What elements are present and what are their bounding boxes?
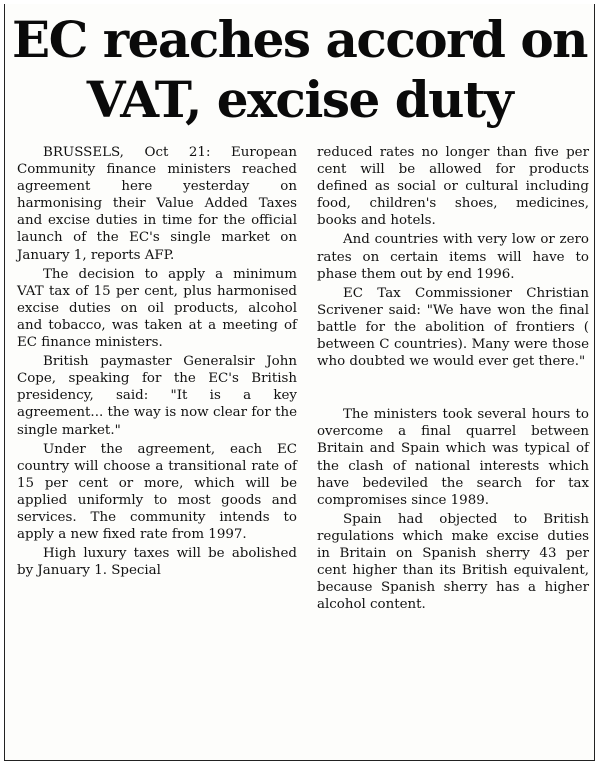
paragraph-low-rates: And countries with very low or zero rates on certain items will have to phase them out by end 1996. [317,232,589,282]
paragraph-spain-sherry: Spain had objected to British regulations which make excise duties in Britain on Spanish sherry 43 per cent higher than its British equivalent, because Spanish sherry has a higher alcohol content. [317,511,589,613]
paragraph-agreement: Under the agreement, each EC country will choose a transitional rate of 15 per cent or more, which will be applied uniformly to most goods and services. The community intends to apply a new fixed rate from 1997. [17,441,297,543]
paragraph-scrivener-quote: EC Tax Commissioner Christian Scrivener said: "We have won the final battle for the abolition of frontiers ( between C countries). Many were those who doubted we would ever get there." [317,285,589,370]
newspaper-clipping [4,4,595,761]
paragraph-luxury-taxes: High luxury taxes will be abolished by January 1. Special [17,546,297,579]
article-body [5,144,594,760]
paragraph-cope-quote: British paymaster Generalsir John Cope, speaking for the EC's British presidency, said: "It is a key agreement... the way is now clear for the single market." [17,354,297,438]
paragraph-dateline: BRUSSELS, Oct 21: European Community finance ministers reached agreement here yesterday on harmonising their Value Added Taxes and excise duties in time for the official launch of the EC's single market on January 1, reports AFP. [17,145,297,263]
headline: EC reaches accord on VAT, excise duty [11,10,588,129]
right-column [317,144,589,613]
left-column [17,144,297,579]
paragraph-reduced-rates: reduced rates no longer than five per cent will be allowed for products defined as social or cultural including food, children's shoes, medicines, books and hotels. [317,145,589,229]
paragraph-decision: The decision to apply a minimum VAT tax of 15 per cent, plus harmonised excise duties on oil products, alcohol and tobacco, was taken at a meeting of EC finance ministers. [17,266,297,351]
paragraph-ministers: The ministers took several hours to overcome a final quarrel between Britain and Spain which was typical of the clash of national interests which have bedeviled the search for tax compromises since 1989. [317,407,589,508]
